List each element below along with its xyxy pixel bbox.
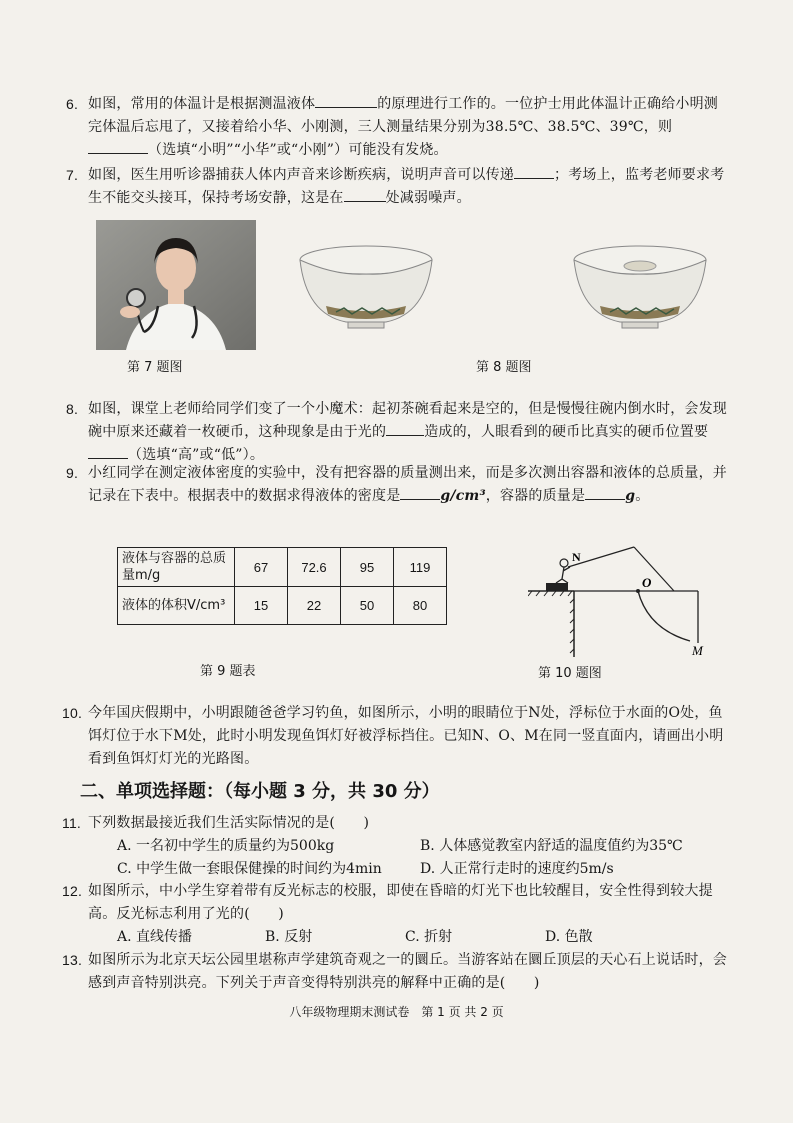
answer-blank[interactable] [344, 187, 386, 202]
question-number: 13. [62, 952, 83, 968]
question-text: 。 [635, 488, 650, 504]
question-stem: 如图所示，中小学生穿着带有反光标志的校服，即使在昏暗的灯光下也比较醒目，安全性得到较大提高。反光标志利用了光的( ) [88, 883, 713, 922]
figure-10-caption: 第 10 题图 [538, 666, 602, 681]
answer-blank[interactable] [88, 444, 128, 459]
point-n-label: N [572, 550, 581, 564]
question-text: 的原理进行工作的。一位护士用此体温计正确给小明测完体温后忘甩了，又接着给小华、小刚测，三人测量结果分别为38.5℃、38.5℃、39℃，则 [88, 96, 719, 135]
doctor-stethoscope-photo [96, 220, 256, 350]
option-c[interactable]: C. 中学生做一套眼保健操的时间约为4min [117, 861, 382, 877]
table-cell: 15 [235, 587, 288, 625]
answer-blank[interactable] [585, 485, 625, 500]
answer-blank[interactable] [315, 93, 377, 108]
tea-bowl-coin-image [570, 242, 710, 332]
option-c[interactable]: C. 折射 [405, 929, 453, 945]
option-d[interactable]: D. 色散 [545, 929, 593, 945]
option-a[interactable]: A. 直线传播 [117, 929, 193, 945]
question-number: 9. [66, 465, 79, 481]
question-number: 6. [66, 96, 79, 112]
question-6 [66, 93, 728, 162]
mass-unit: g [625, 488, 636, 504]
answer-blank[interactable] [400, 485, 440, 500]
question-number: 12. [62, 883, 83, 899]
page-footer: 八年级物理期末测试卷 第 1 页 共 2 页 [289, 1005, 504, 1019]
question-number: 7. [66, 167, 79, 183]
point-o-label: O [642, 575, 652, 590]
table-row [118, 548, 447, 587]
question-text: ，容器的质量是 [485, 488, 586, 504]
point-m-label: M [692, 643, 703, 657]
option-d[interactable]: D. 人正常行走时的速度约5m/s [420, 861, 614, 877]
question-12 [62, 880, 728, 926]
table-row-label: 液体与容器的总质量m/g [118, 548, 235, 587]
question-8 [66, 398, 728, 467]
option-b[interactable]: B. 反射 [265, 929, 313, 945]
table-cell: 50 [341, 587, 394, 625]
question-text: ；考场上，监考老师要求考生不能交头接耳，保持考场安静，这是在 [88, 167, 725, 206]
option-a[interactable]: A. 一名初中学生的质量约为500kg [117, 838, 335, 854]
question-stem: 下列数据最接近我们生活实际情况的是( ) [88, 815, 370, 831]
table-cell: 80 [394, 587, 447, 625]
question-stem: 如图所示为北京天坛公园里堪称声学建筑奇观之一的圜丘。当游客站在圜丘顶层的天心石上说话时，会感到声音特别洪亮。下列关于声音变得特别洪亮的解释中正确的是( ) [88, 952, 727, 991]
density-data-table [117, 547, 447, 625]
question-13 [62, 949, 728, 995]
figure-7-caption: 第 7 题图 [127, 360, 183, 375]
section-heading: 二、单项选择题：（每小题 3 分，共 30 分） [80, 781, 440, 802]
fishing-diagram [528, 545, 718, 657]
table-row-label: 液体的体积V/cm³ [118, 587, 235, 625]
question-text: 如图，医生用听诊器捕获人体内声音来诊断疾病，说明声音可以传递 [88, 167, 514, 183]
question-9 [66, 462, 728, 508]
table-cell: 67 [235, 548, 288, 587]
question-text: 如图，常用的体温计是根据测温液体 [88, 96, 316, 112]
question-text: （选填“小明”“小华”或“小刚”）可能没有发烧。 [148, 142, 448, 158]
tea-bowl-empty-image [296, 242, 436, 332]
question-7 [66, 164, 728, 210]
question-number: 11. [62, 815, 82, 831]
table-cell: 119 [394, 548, 447, 587]
question-text: 造成的，人眼看到的硬币比真实的硬币位置要 [424, 424, 709, 440]
question-11 [62, 812, 728, 835]
answer-blank[interactable] [514, 164, 554, 179]
question-text: （选填“高”或“低”）。 [128, 447, 265, 463]
table-9-caption: 第 9 题表 [200, 664, 256, 679]
table-row [118, 587, 447, 625]
table-cell: 95 [341, 548, 394, 587]
question-text: 如图，课堂上老师给同学们变了一个小魔术：起初茶碗看起来是空的，但是慢慢往碗内倒水时，会发现碗中原来还藏着一枚硬币，这种现象是由于光的 [88, 401, 727, 440]
option-b[interactable]: B. 人体感觉教室内舒适的温度值约为35℃ [420, 838, 683, 854]
question-text: 小红同学在测定液体密度的实验中，没有把容器的质量测出来，而是多次测出容器和液体的总质量，并记录在下表中。根据表中的数据求得液体的密度是 [88, 465, 727, 504]
figure-8-caption: 第 8 题图 [476, 360, 532, 375]
question-number: 8. [66, 401, 79, 417]
question-text: 今年国庆假期中，小明跟随爸爸学习钓鱼，如图所示，小明的眼睛位于N处，浮标位于水面的O处，鱼饵灯位于水下M处，此时小明发现鱼饵灯好被浮标挡住。已知N、O、M在同一竖直面内，请画出小明看到鱼饵灯灯光的光路图。 [88, 705, 724, 767]
question-text: 处减弱噪声。 [385, 190, 471, 206]
answer-blank[interactable] [88, 139, 148, 154]
question-number: 10. [62, 705, 83, 721]
table-cell: 72.6 [288, 548, 341, 587]
question-10 [62, 702, 728, 771]
answer-blank[interactable] [386, 421, 424, 436]
density-unit: g/cm³ [440, 488, 486, 504]
table-cell: 22 [288, 587, 341, 625]
